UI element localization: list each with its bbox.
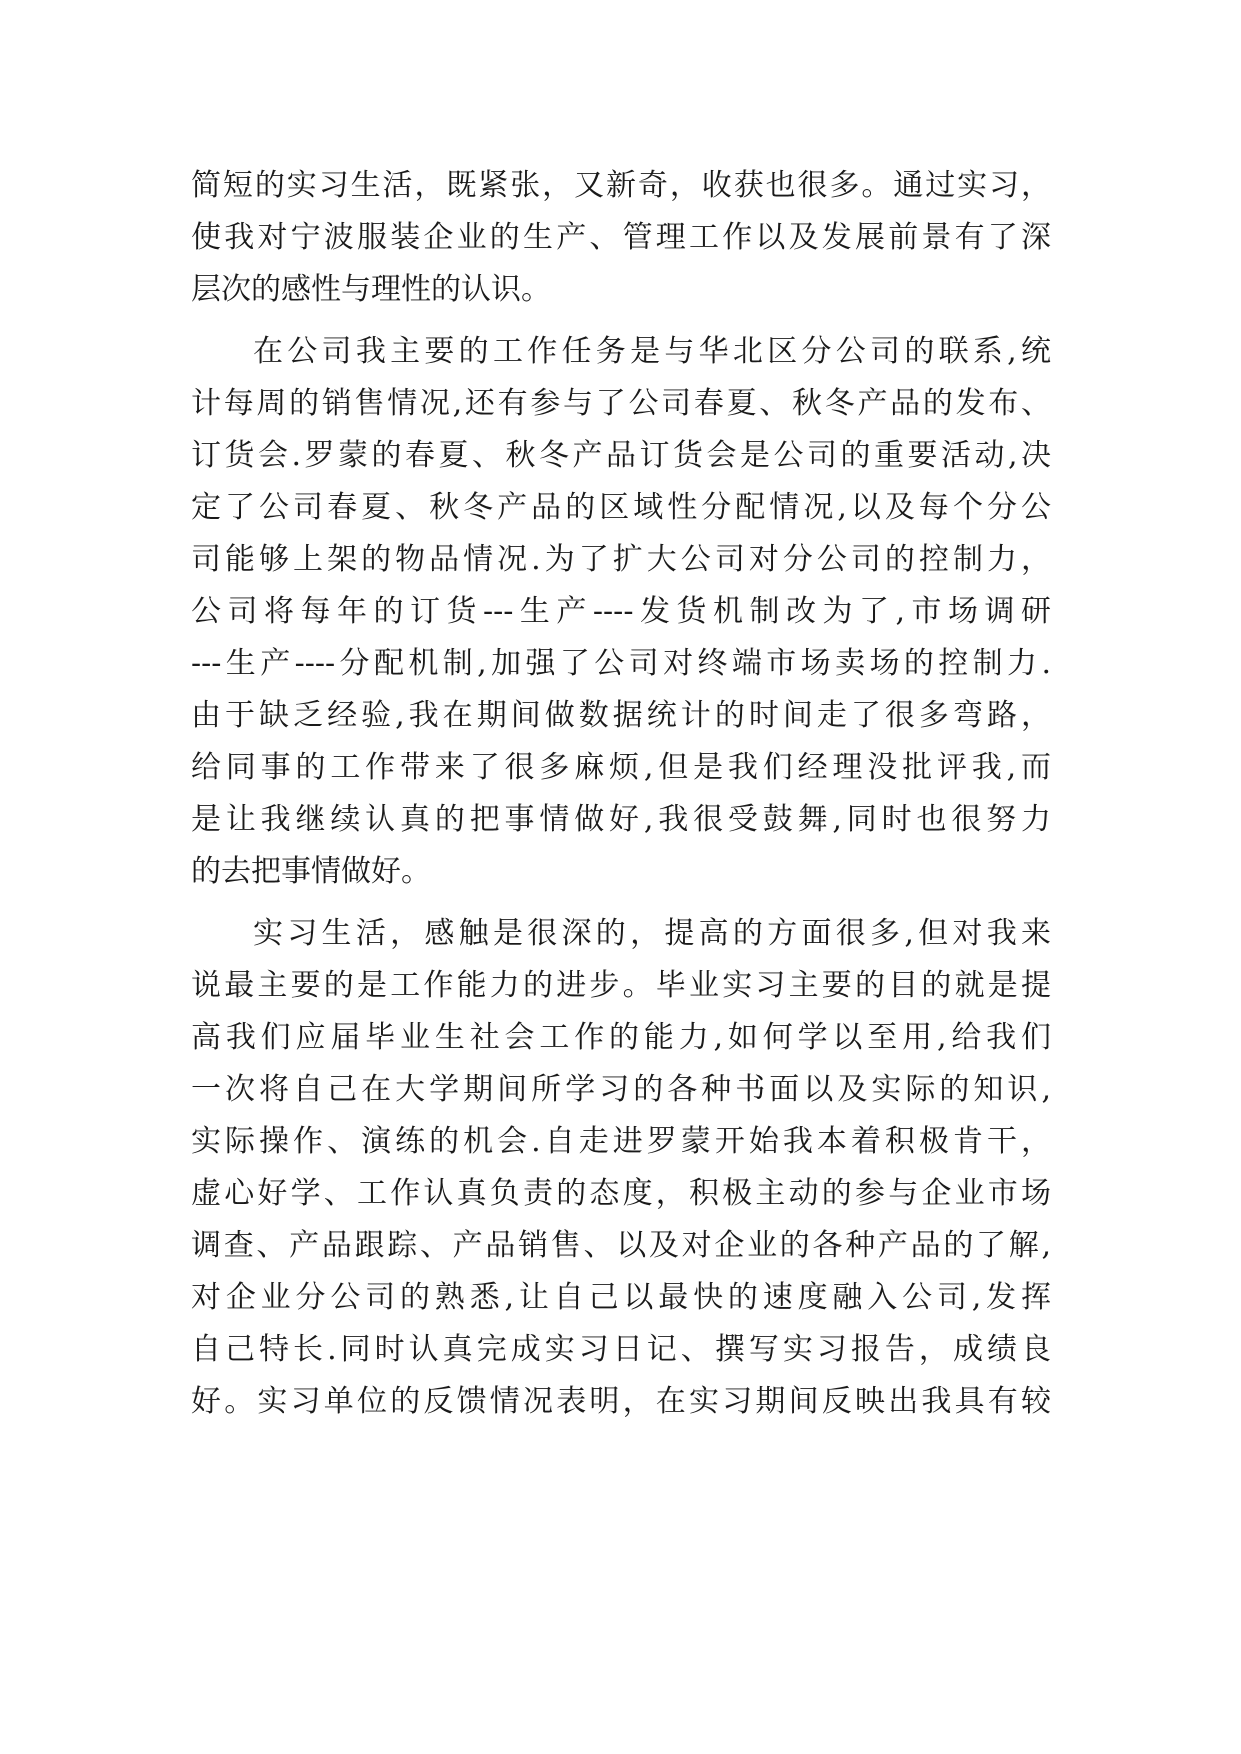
- paragraph-3: [191, 908, 1051, 1428]
- document-body: [191, 160, 1051, 1428]
- text-line: 高我们应届毕业生社会工作的能力,如何学以至用,给我们: [191, 1020, 1051, 1055]
- text-line: 实习生活，感触是很深的，提高的方面很多,但对我来: [253, 916, 1051, 951]
- text-line: 实际操作、演练的机会.自走进罗蒙开始我本着积极肯干，: [191, 1124, 1051, 1159]
- text-line: 调查、产品跟踪、产品销售、以及对企业的各种产品的了解,: [191, 1228, 1051, 1263]
- text-line: 在公司我主要的工作任务是与华北区分公司的联系,统: [253, 334, 1051, 369]
- text-line: 自己特长.同时认真完成实习日记、撰写实习报告，成绩良: [191, 1332, 1051, 1367]
- text-line: 的去把事情做好。: [191, 854, 431, 889]
- text-line: 好。实习单位的反馈情况表明，在实习期间反映出我具有较: [191, 1384, 1051, 1419]
- text-line: 公司将每年的订货---生产----发货机制改为了,市场调研: [191, 594, 1051, 629]
- paragraph-2: [191, 326, 1051, 898]
- text-line: 简短的实习生活，既紧张，又新奇，收获也很多。通过实习，: [191, 168, 1051, 203]
- text-line: 对企业分公司的熟悉,让自己以最快的速度融入公司,发挥: [191, 1280, 1051, 1315]
- text-line: 订货会.罗蒙的春夏、秋冬产品订货会是公司的重要活动,决: [191, 438, 1051, 473]
- text-line: 一次将自己在大学期间所学习的各种书面以及实际的知识,: [191, 1072, 1051, 1107]
- text-line: ---生产----分配机制,加强了公司对终端市场卖场的控制力.: [191, 646, 1051, 681]
- text-line: 计每周的销售情况,还有参与了公司春夏、秋冬产品的发布、: [191, 386, 1051, 421]
- text-line: 使我对宁波服装企业的生产、管理工作以及发展前景有了深: [191, 220, 1051, 255]
- text-line: 说最主要的是工作能力的进步。毕业实习主要的目的就是提: [191, 968, 1051, 1003]
- paragraph-gap: [191, 898, 1051, 908]
- text-line: 是让我继续认真的把事情做好,我很受鼓舞,同时也很努力: [191, 802, 1051, 837]
- paragraph-gap: [191, 316, 1051, 326]
- text-line: 给同事的工作带来了很多麻烦,但是我们经理没批评我,而: [191, 750, 1051, 785]
- paragraph-1: [191, 160, 1051, 316]
- text-line: 层次的感性与理性的认识。: [191, 272, 551, 307]
- text-line: 司能够上架的物品情况.为了扩大公司对分公司的控制力，: [191, 542, 1051, 577]
- text-line: 定了公司春夏、秋冬产品的区域性分配情况,以及每个分公: [191, 490, 1051, 525]
- text-line: 虚心好学、工作认真负责的态度，积极主动的参与企业市场: [191, 1176, 1051, 1211]
- text-line: 由于缺乏经验,我在期间做数据统计的时间走了很多弯路，: [191, 698, 1051, 733]
